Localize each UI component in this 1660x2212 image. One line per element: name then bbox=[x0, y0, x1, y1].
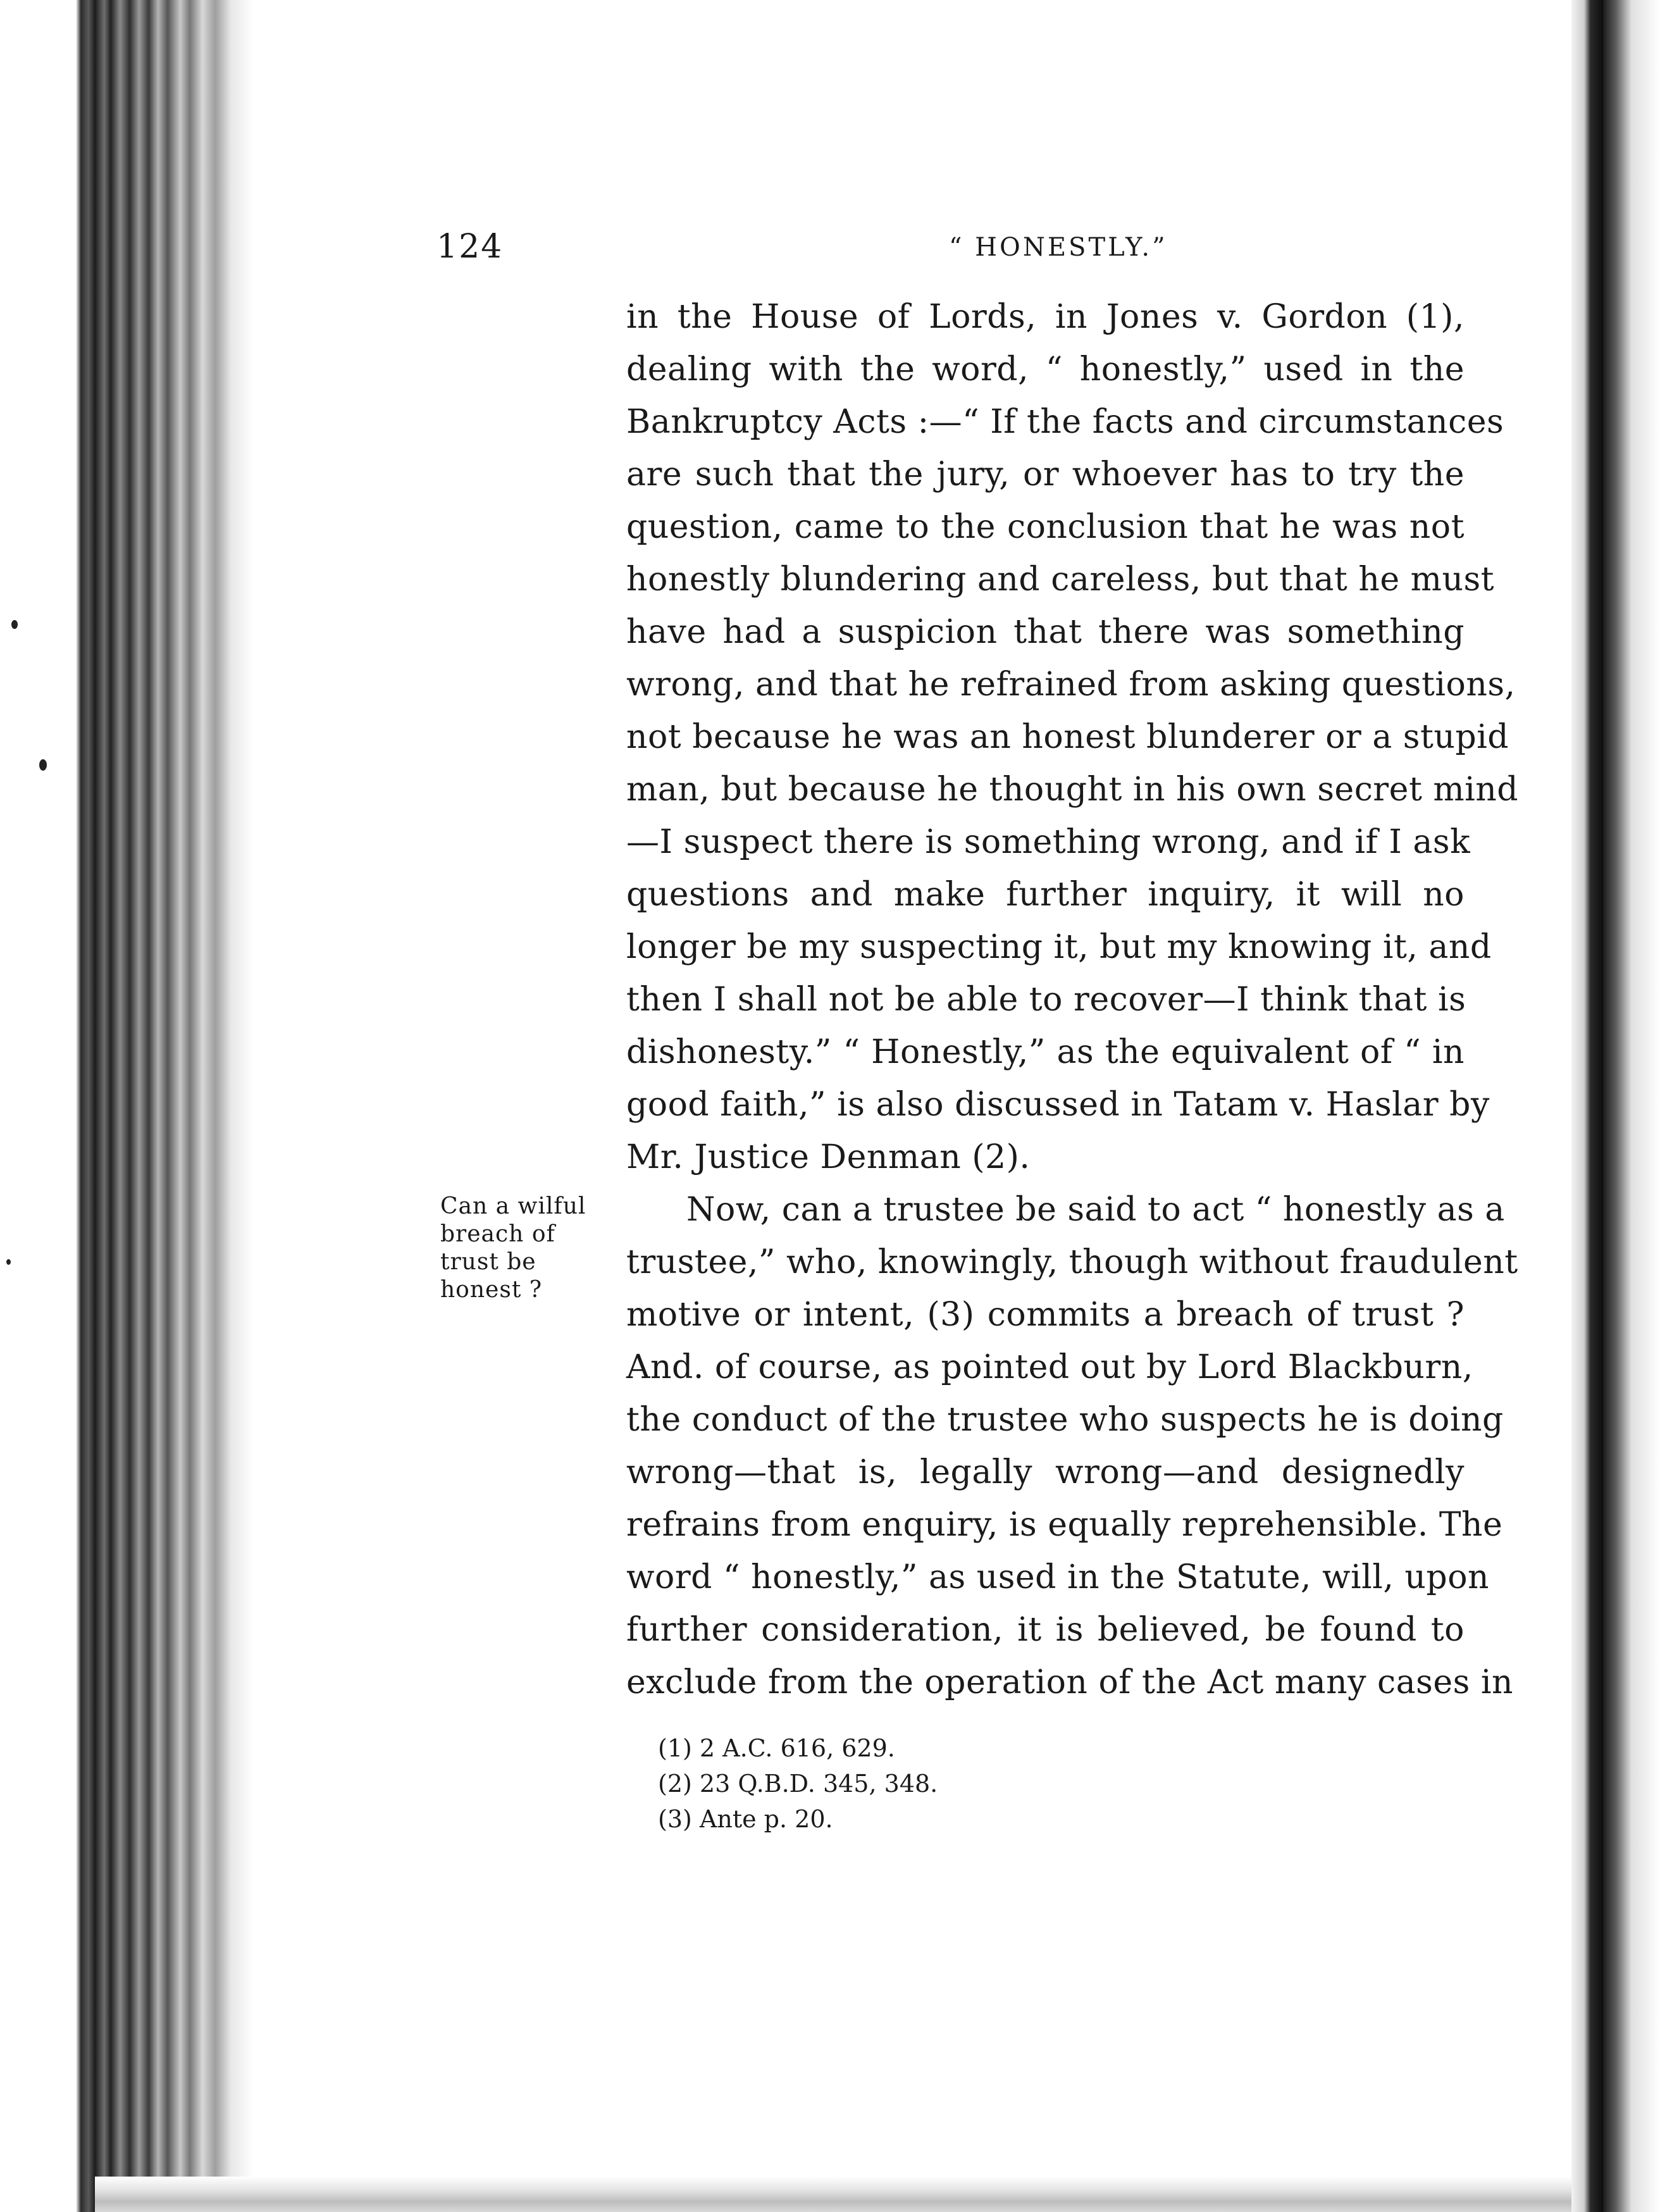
sidenote-line: honest ? bbox=[440, 1277, 543, 1303]
body-line: motive or intent, (3) commits a breach of trust ? bbox=[626, 1296, 1465, 1334]
body-line: man, but because he thought in his own secret mind bbox=[626, 771, 1519, 809]
body-line: Bankruptcy Acts :—“ If the facts and circumstances bbox=[626, 403, 1504, 441]
body-line: the conduct of the trustee who suspects he is doing bbox=[626, 1401, 1504, 1439]
page-right-shadow bbox=[1571, 0, 1603, 2212]
book-spine-edge bbox=[0, 0, 253, 2212]
scan-speck bbox=[39, 759, 47, 771]
body-line: have had a suspicion that there was something bbox=[626, 613, 1465, 651]
body-line: longer be my suspecting it, but my knowing it, and bbox=[626, 928, 1492, 966]
body-line: dishonesty.” “ Honestly,” as the equivalent of “ in bbox=[626, 1033, 1465, 1071]
scan-speck bbox=[11, 620, 18, 629]
body-line: Mr. Justice Denman (2). bbox=[626, 1138, 1031, 1176]
body-line: wrong, and that he refrained from asking questions, bbox=[626, 666, 1516, 704]
body-line: Now, can a trustee be said to act “ honestly as a bbox=[686, 1191, 1505, 1229]
body-line: good faith,” is also discussed in Tatam v. Haslar by bbox=[626, 1086, 1490, 1124]
page-bottom-shadow bbox=[95, 2177, 1588, 2212]
body-line: And. of course, as pointed out by Lord Blackburn, bbox=[626, 1348, 1473, 1386]
body-text bbox=[626, 291, 1519, 1709]
running-head bbox=[437, 228, 1544, 272]
body-line: in the House of Lords, in Jones v. Gordon (1), bbox=[626, 298, 1465, 336]
footnote: (3) Ante p. 20. bbox=[658, 1805, 833, 1833]
sidenote-line: breach of bbox=[440, 1221, 555, 1247]
footnotes bbox=[658, 1730, 1164, 1837]
page-number: 124 bbox=[437, 228, 504, 266]
body-line: word “ honestly,” as used in the Statute, will, upon bbox=[626, 1558, 1489, 1596]
body-line: —I suspect there is something wrong, and if I ask bbox=[626, 823, 1471, 861]
facing-page-edge bbox=[1603, 0, 1660, 2212]
scan-speck bbox=[6, 1259, 11, 1265]
body-line: question, came to the conclusion that he was not bbox=[626, 508, 1465, 546]
body-line: trustee,” who, knowingly, though without fraudulent bbox=[626, 1243, 1518, 1281]
footnote: (2) 23 Q.B.D. 345, 348. bbox=[658, 1770, 938, 1798]
body-line: further consideration, it is believed, be found to bbox=[626, 1611, 1465, 1649]
body-line: wrong—that is, legally wrong—and designedly bbox=[626, 1453, 1465, 1491]
sidenote-line: Can a wilful bbox=[440, 1193, 586, 1219]
body-line: dealing with the word, “ honestly,” used in the bbox=[626, 351, 1465, 388]
margin-sidenote bbox=[440, 1193, 611, 1304]
body-line: questions and make further inquiry, it will no bbox=[626, 876, 1465, 914]
body-line: honestly blundering and careless, but that he must bbox=[626, 561, 1495, 599]
sidenote-line: trust be bbox=[440, 1249, 536, 1275]
body-line: refrains from enquiry, is equally reprehensible. The bbox=[626, 1506, 1503, 1544]
body-line: exclude from the operation of the Act many cases in bbox=[626, 1663, 1513, 1701]
body-line: then I shall not be able to recover—I think that is bbox=[626, 981, 1466, 1019]
body-line: not because he was an honest blunderer or a stupid bbox=[626, 718, 1509, 756]
footnote: (1) 2 A.C. 616, 629. bbox=[658, 1734, 895, 1762]
page-header-title: “ HONESTLY.” bbox=[949, 233, 1168, 262]
body-line: are such that the jury, or whoever has to try the bbox=[626, 456, 1465, 494]
